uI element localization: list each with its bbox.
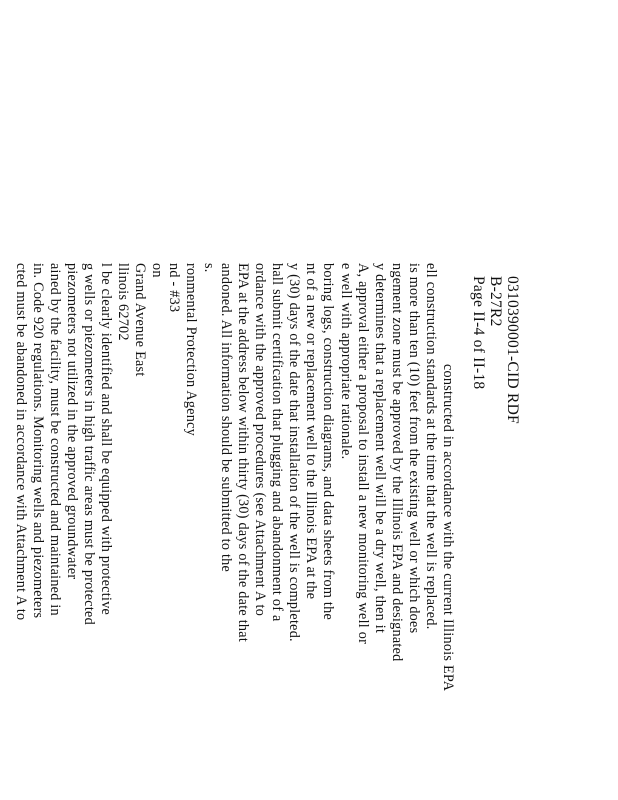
- paragraph-3-line: g wells or piezometers in high traffic areas must be protected: [81, 263, 97, 625]
- paragraph-4-line: ained by the facility, must be constructed and maintained in: [47, 263, 63, 616]
- paragraph-4-line: piezometers not utilized in the approved groundwater: [64, 263, 80, 580]
- paragraph-1-line: is more than ten (10) feet from the existing well or which does: [406, 263, 422, 634]
- address-line: on: [149, 263, 165, 278]
- paragraph-2-line: y (30) days of the date that installation of the well is completed.: [286, 263, 302, 642]
- address-line: nd - #33: [166, 263, 182, 313]
- page-number: Page II-4 of II-18: [470, 276, 487, 390]
- paragraph-1-line: y determines that a replacement well will be a dry well, then it: [372, 263, 388, 634]
- paragraph-2-line: nt of a new or replacement well to the Illinois EPA at the: [303, 263, 319, 600]
- paragraph-2-line: hall submit certification that plugging and abandonment of a: [269, 263, 285, 622]
- paragraph-1-line: ngement zone must be approved by the Illinois EPA and designated: [389, 263, 405, 662]
- doc-revision: B-27R2: [487, 276, 504, 327]
- paragraph-3-line: l be clearly identified and shall be equipped with protective: [98, 263, 114, 616]
- address-line: ronmental Protection Agency: [183, 263, 199, 437]
- paragraph-2-line: boring logs, construction diagrams, and data sheets from the: [320, 263, 336, 620]
- paragraph-2-line: s.: [201, 263, 217, 273]
- paragraph-1-line: e well with appropriate rationale.: [338, 263, 354, 460]
- paragraph-1-line: constructed in accordance with the current Illinois EPA: [440, 364, 456, 692]
- paragraph-1-line: A, approval either a proposal to install a new monitoring well or: [355, 263, 371, 645]
- doc-id: 0310390001-CID RDF: [504, 276, 521, 424]
- paragraph-1-line: ell construction standards at the time that the well is replaced.: [423, 263, 439, 630]
- paragraph-4-line: cted must be abandoned in accordance with Attachment A to: [13, 263, 29, 621]
- paragraph-2-line: ordance with the approved procedures (see Attachment A to: [252, 263, 268, 617]
- paragraph-2-line: EPA at the address below within thirty (30) days of the date that: [235, 263, 251, 643]
- paragraph-2-line: andoned. All information should be submitted to the: [218, 263, 234, 573]
- paragraph-4-line: in. Code 920 regulations. Monitoring wells and piezometers: [30, 263, 46, 619]
- address-line: Grand Avenue East: [132, 263, 148, 377]
- address-line: llinois 62702: [115, 263, 131, 341]
